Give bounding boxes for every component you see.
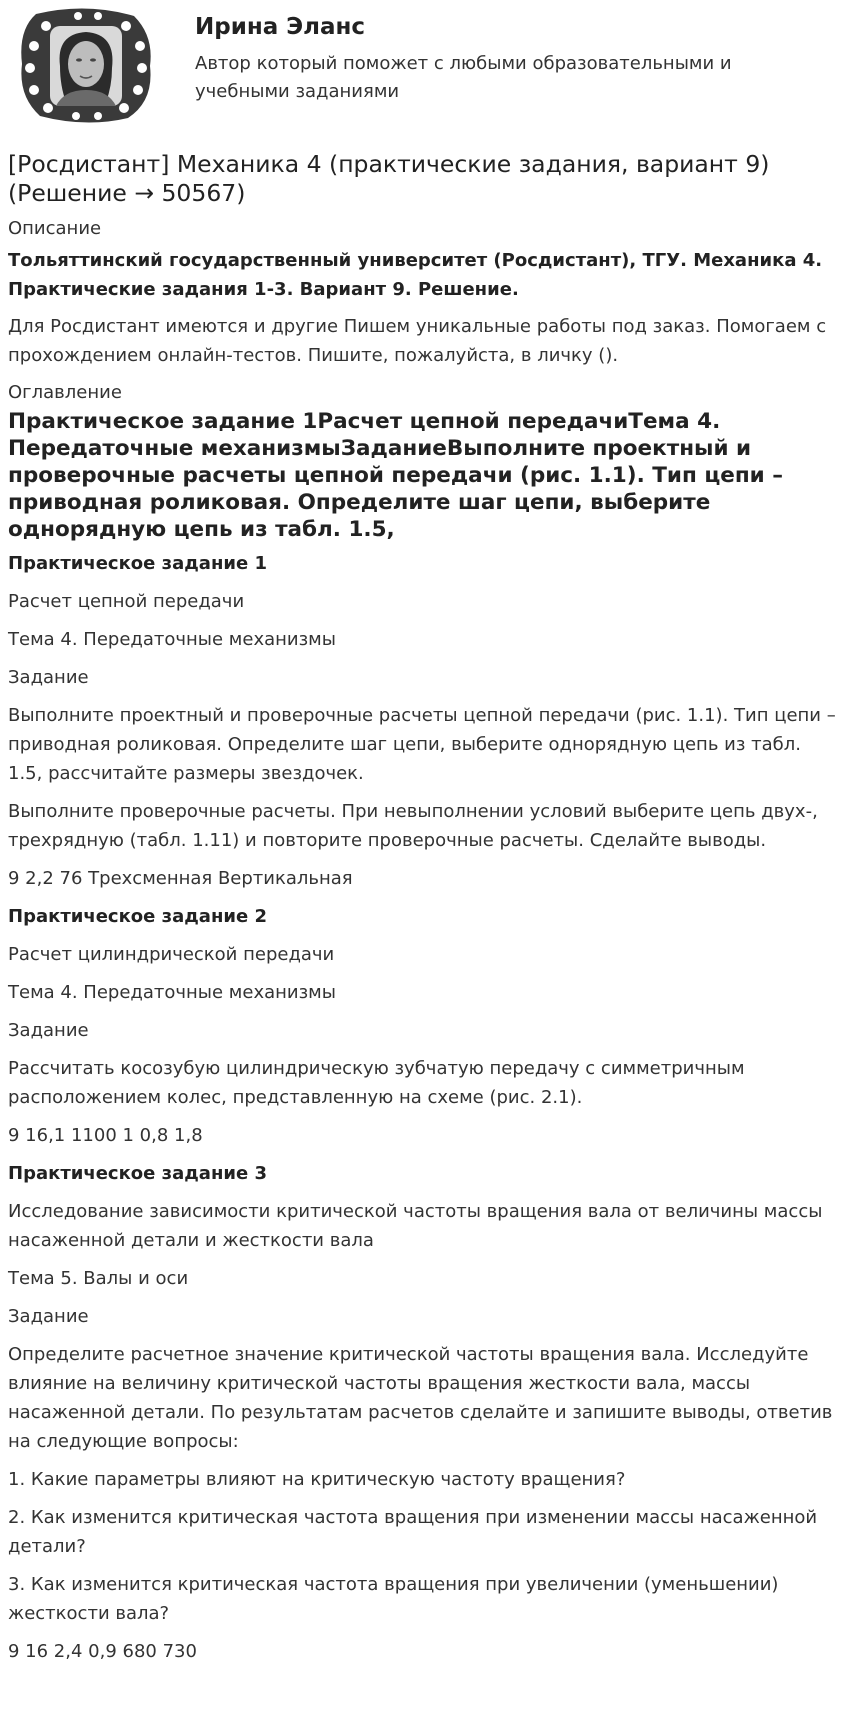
content-paragraph: Расчет цепной передачи <box>8 591 245 612</box>
content-paragraph: Определите расчетное значение критической частоты вращения вала. Исследуйте влияние на величину критической частоты вращения жесткости вала, массы насаженной детали. По результатам расчетов сделайте и запишите выводы, ответив на следующие вопросы: <box>8 1344 833 1452</box>
description-text: Для Росдистант имеются и другие Пишем уникальные работы под заказ. Помогаем с прохождением онлайн-тестов. Пишите, пожалуйста, в личку (). <box>8 316 827 366</box>
content-paragraph: 3. Как изменится критическая частота вращения при увеличении (уменьшении) жесткости вала? <box>8 1574 779 1624</box>
content-paragraph: Задание <box>8 1020 89 1041</box>
content-paragraph: Задание <box>8 1306 89 1327</box>
toc-label: Оглавление <box>8 382 122 403</box>
description-label: Описание <box>8 218 102 239</box>
avatar-portrait <box>50 26 122 106</box>
content-paragraph: Тема 5. Валы и оси <box>8 1268 189 1289</box>
content-paragraph: Выполните проверочные расчеты. При невыполнении условий выберите цепь двух-, трехрядную (табл. 1.11) и повторите проверочные расчеты. Сделайте выводы. <box>8 801 818 851</box>
author-description: Автор который поможет с любыми образовательными и учебными заданиями <box>195 53 732 102</box>
author-name[interactable]: Ирина Эланс <box>195 14 366 40</box>
content-paragraph: Исследование зависимости критической частоты вращения вала от величины массы насаженной детали и жесткости вала <box>8 1201 823 1251</box>
task-2-heading: Практическое задание 2 <box>8 906 267 927</box>
description-summary: Тольяттинский государственный университет (Росдистант), ТГУ. Механика 4. Практические задания 1-3. Вариант 9. Решение. <box>8 250 823 300</box>
content-paragraph: Задание <box>8 667 89 688</box>
content-paragraph: 9 16 2,4 0,9 680 730 <box>8 1641 197 1662</box>
author-header <box>8 0 839 132</box>
content-paragraph: 1. Какие параметры влияют на критическую частоту вращения? <box>8 1469 626 1490</box>
page-title: [Росдистант] Механика 4 (практические задания, вариант 9) (Решение → 50567) <box>8 150 770 207</box>
content-paragraph: Тема 4. Передаточные механизмы <box>8 629 336 650</box>
content-paragraph: 9 16,1 1100 1 0,8 1,8 <box>8 1125 203 1146</box>
content-paragraph: 2. Как изменится критическая частота вращения при изменении массы насаженной детали? <box>8 1507 818 1557</box>
content-paragraph: 9 2,2 76 Трехсменная Вертикальная <box>8 868 353 889</box>
task-3-heading: Практическое задание 3 <box>8 1163 267 1184</box>
content-paragraph: Тема 4. Передаточные механизмы <box>8 982 336 1003</box>
document-content <box>8 549 839 1666</box>
toc-heading: Практическое задание 1Расчет цепной передачиТема 4. Передаточные механизмыЗаданиеВыполните проектный и проверочные расчеты цепной передачи (рис. 1.1). Тип цепи – приводная роликовая. Определите шаг цепи, выберите однорядную цепь из табл. 1.5, <box>8 409 783 542</box>
content-paragraph: Рассчитать косозубую цилиндрическую зубчатую передачу с симметричным расположением колес, представленную на схеме (рис. 2.1). <box>8 1058 745 1108</box>
content-paragraph: Выполните проектный и проверочные расчеты цепной передачи (рис. 1.1). Тип цепи – приводная роликовая. Определите шаг цепи, выберите однорядную цепь из табл. 1.5, рассчитайте размеры звездочек. <box>8 705 836 784</box>
task-1-heading: Практическое задание 1 <box>8 553 267 574</box>
content-paragraph: Расчет цилиндрической передачи <box>8 944 335 965</box>
author-avatar[interactable] <box>16 6 156 124</box>
